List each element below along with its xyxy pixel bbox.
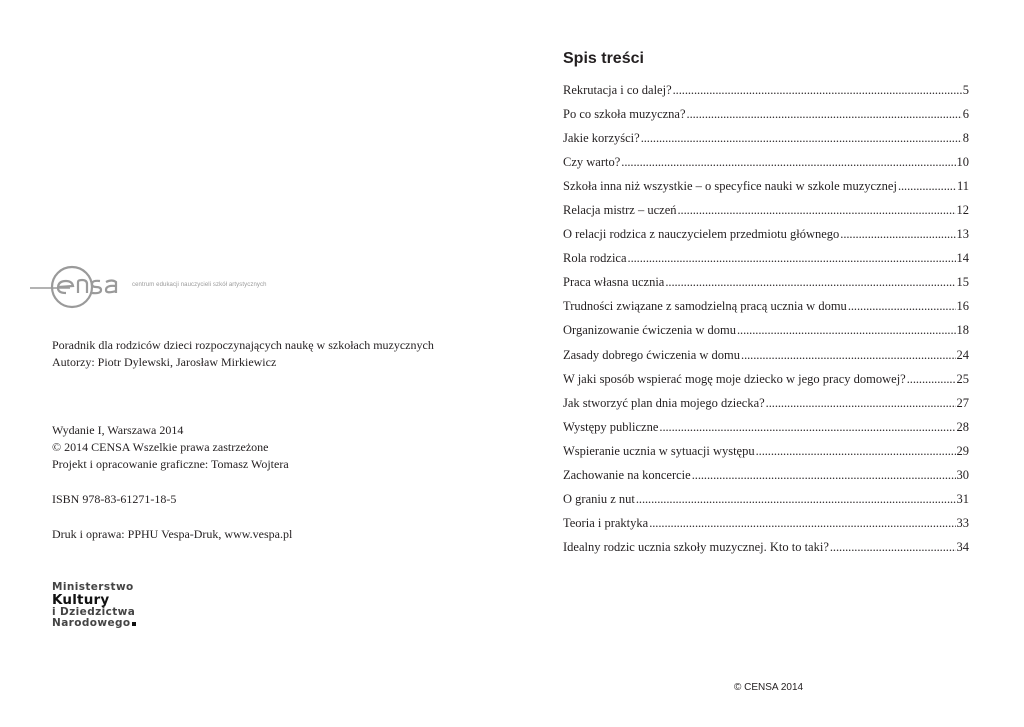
toc-entry [563, 441, 969, 465]
toc-entry-title: Jakie korzyści? [563, 131, 640, 146]
toc-entry-title: O relacji rodzica z nauczycielem przedmiotu głównego [563, 227, 840, 242]
ministry-logo-line-1: Ministerstwo [52, 581, 134, 593]
toc-entry [563, 345, 969, 369]
imprint-edition: Wydanie I, Warszawa 2014 [52, 423, 184, 437]
toc-leader [678, 200, 956, 220]
imprint-isbn-block [52, 491, 176, 508]
toc-leader [766, 393, 956, 413]
toc-leader [898, 176, 956, 196]
toc-page-number: 28 [956, 419, 969, 434]
toc-page-number: 24 [956, 347, 969, 362]
toc-entry [563, 489, 969, 513]
ministry-logo-line-4-text: Narodowego [52, 617, 131, 629]
toc-leader [830, 537, 956, 557]
toc-page-number: 29 [956, 443, 969, 458]
toc-entry [563, 128, 969, 152]
toc-leader [628, 248, 956, 268]
toc-entry-title: Zasady dobrego ćwiczenia w domu [563, 347, 741, 362]
toc-leader [737, 320, 956, 340]
toc-leader [659, 417, 955, 437]
imprint-title: Poradnik dla rodziców dzieci rozpoczynających naukę w szkołach muzycznych [52, 338, 434, 352]
ministry-logo-line-4 [52, 618, 136, 629]
toc-leader [907, 369, 956, 389]
toc-page-number: 16 [956, 299, 969, 314]
imprint-print: Druk i oprawa: PPHU Vespa-Druk, www.vespa.pl [52, 527, 293, 541]
censa-logo-tagline: centrum edukacji nauczycieli szkół artystycznych [132, 282, 267, 288]
toc-page-number: 15 [956, 275, 969, 290]
ministry-logo-line-2: Kultury [52, 592, 110, 608]
toc-leader [687, 104, 962, 124]
toc-page-number: 30 [956, 467, 969, 482]
toc-entry [563, 80, 969, 104]
toc-entry-title: Praca własna ucznia [563, 275, 665, 290]
toc-page-number: 25 [956, 371, 969, 386]
censa-logo-mark [30, 263, 140, 313]
toc-entry [563, 393, 969, 417]
ministry-logo-dot [132, 622, 136, 626]
toc-page-number: 6 [962, 107, 969, 122]
toc-page-number: 10 [956, 155, 969, 170]
toc-entry-title: Rola rodzica [563, 251, 627, 266]
toc-title: Spis treści [563, 50, 644, 67]
toc-entry [563, 104, 969, 128]
toc-entry [563, 417, 969, 441]
toc-entry [563, 248, 969, 272]
table-of-contents [563, 80, 969, 561]
toc-entry-title: Jak stworzyć plan dnia mojego dziecka? [563, 395, 765, 410]
censa-logo [30, 263, 330, 313]
toc-entry [563, 465, 969, 489]
toc-entry-title: Wspieranie ucznia w sytuacji występu [563, 443, 755, 458]
toc-entry-title: Teoria i praktyka [563, 515, 649, 530]
imprint-print-block [52, 526, 292, 543]
toc-leader [756, 441, 956, 461]
toc-entry [563, 152, 969, 176]
toc-leader [673, 80, 962, 100]
toc-entry [563, 200, 969, 224]
toc-entry-title: Szkoła inna niż wszystkie – o specyfice nauki w szkole muzycznej [563, 179, 897, 194]
toc-page-number: 33 [956, 515, 969, 530]
toc-leader [641, 128, 962, 148]
footer-copyright: © CENSA 2014 [734, 682, 804, 693]
toc-leader [848, 296, 956, 316]
toc-entry [563, 296, 969, 320]
imprint-book-info [52, 337, 434, 371]
toc-entry-title: Po co szkoła muzyczna? [563, 107, 686, 122]
toc-entry-title: O graniu z nut [563, 491, 635, 506]
imprint-isbn: ISBN 978-83-61271-18-5 [52, 492, 177, 506]
toc-leader [692, 465, 956, 485]
toc-leader [741, 345, 955, 365]
toc-entry-title: Rekrutacja i co dalej? [563, 83, 672, 97]
toc-leader [840, 224, 955, 244]
ministry-logo [52, 582, 136, 629]
toc-entry [563, 176, 969, 200]
toc-entry-title: Idealny rodzic ucznia szkoły muzycznej. Kto to taki? [563, 539, 829, 554]
toc-page-number: 27 [956, 395, 969, 410]
toc-leader [649, 513, 955, 533]
toc-leader [621, 152, 955, 172]
toc-page-number: 31 [956, 491, 969, 506]
toc-entry [563, 320, 969, 344]
toc-page-number: 13 [956, 227, 969, 242]
toc-page-number: 11 [956, 179, 969, 194]
toc-page-number: 12 [956, 203, 969, 218]
toc-entry-title: Czy warto? [563, 155, 621, 170]
toc-entry [563, 272, 969, 296]
imprint-design: Projekt i opracowanie graficzne: Tomasz Wojtera [52, 457, 289, 471]
toc-entry-title: Relacja mistrz – uczeń [563, 203, 677, 218]
toc-entry [563, 224, 969, 248]
toc-page-number: 34 [956, 539, 969, 554]
toc-page-number: 18 [956, 323, 969, 338]
toc-page-number: 14 [956, 251, 969, 266]
toc-page-number: 8 [962, 131, 969, 146]
toc-page-number: 5 [962, 83, 969, 97]
imprint-authors: Autorzy: Piotr Dylewski, Jarosław Mirkiewicz [52, 355, 277, 369]
toc-entry [563, 369, 969, 393]
toc-leader [665, 272, 955, 292]
toc-entry [563, 513, 969, 537]
toc-leader [636, 489, 956, 509]
toc-entry-title: Zachowanie na koncercie [563, 467, 691, 482]
ministry-logo-line-3: i Dziedzictwa [52, 606, 136, 618]
toc-entry-title: W jaki sposób wspierać mogę moje dziecko w jego pracy domowej? [563, 371, 906, 386]
toc-entry-title: Organizowanie ćwiczenia w domu [563, 323, 736, 338]
imprint-rights: © 2014 CENSA Wszelkie prawa zastrzeżone [52, 440, 269, 454]
toc-entry-title: Występy publiczne [563, 419, 659, 434]
imprint-publication-info [52, 422, 289, 473]
toc-entry [563, 537, 969, 561]
toc-entry-title: Trudności związane z samodzielną pracą ucznia w domu [563, 299, 847, 314]
